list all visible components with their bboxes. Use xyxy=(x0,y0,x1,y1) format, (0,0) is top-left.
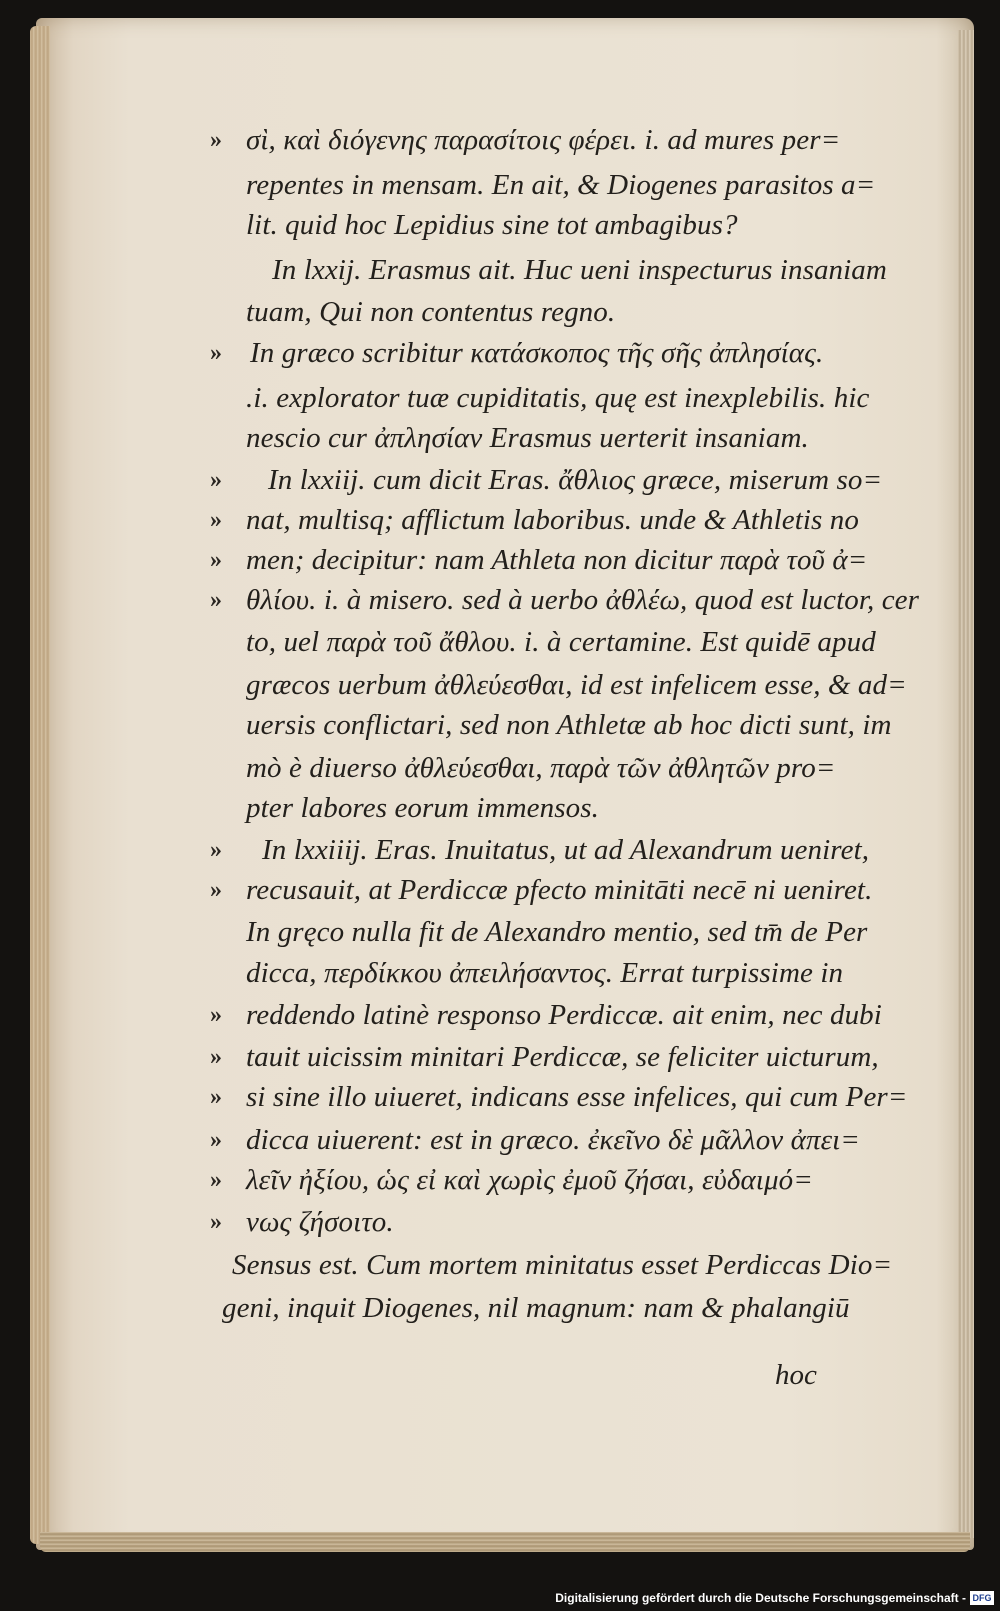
text-line: geni, inquit Diogenes, nil magnum: nam & phalangiū xyxy=(222,1292,850,1324)
margin-quote-mark: » xyxy=(210,877,222,903)
margin-quote-mark: » xyxy=(210,837,222,863)
margin-quote-mark: » xyxy=(210,1209,222,1235)
text-line: In lxxiiij. Eras. Inuitatus, ut ad Alexandrum ueniret, xyxy=(262,834,870,866)
text-line: λεῖν ἠξίου, ὡς εἰ καὶ χωρὶς ἐμοῦ ζήσαι, εὐδαιμό= xyxy=(246,1164,813,1196)
margin-quote-mark: » xyxy=(210,547,222,573)
text-line: Sensus est. Cum mortem minitatus esset Perdiccas Dio= xyxy=(232,1249,893,1281)
margin-quote-mark: » xyxy=(210,467,222,493)
text-line: dicca, περδίκκου ἀπειλήσαντος. Errat turpissime in xyxy=(246,957,844,989)
dfg-logo: DFG xyxy=(970,1591,994,1605)
text-line: In græco scribitur κατάσκοπος τῆς σῆς ἀπλησίας. xyxy=(250,337,824,369)
text-line: to, uel παρὰ τοῦ ἄθλου. i. à certamine. Est quidē apud xyxy=(246,626,876,658)
text-line: σὶ, καὶ διόγενης παρασίτοις φέρει. i. ad mures per= xyxy=(246,124,841,156)
margin-quote-mark: » xyxy=(210,1127,222,1153)
footer-text: Digitalisierung gefördert durch die Deutsche Forschungsgemeinschaft - xyxy=(555,1591,966,1605)
text-line: tuam, Qui non contentus regno. xyxy=(246,296,616,328)
footer-credit xyxy=(555,1591,994,1605)
text-line: In lxxiij. cum dicit Eras. ἄθλιος græce, miserum so= xyxy=(268,464,883,496)
text-line: pter labores eorum immensos. xyxy=(246,792,599,824)
text-line: men; decipitur: nam Athleta non dicitur παρὰ τοῦ ἀ= xyxy=(246,544,868,576)
margin-quote-mark: » xyxy=(210,1084,222,1110)
margin-quote-mark: » xyxy=(210,1044,222,1070)
margin-quote-mark: » xyxy=(210,1002,222,1028)
text-line: repentes in mensam. En ait, & Diogenes parasitos a= xyxy=(246,169,876,201)
text-line: In lxxij. Erasmus ait. Huc ueni inspecturus insaniam xyxy=(272,254,887,286)
text-line: mò è diuerso ἀθλεύεσθαι, παρὰ τῶν ἀθλητῶν pro= xyxy=(246,752,836,784)
text-line: recusauit, at Perdiccæ pfecto minitāti necē ni ueniret. xyxy=(246,874,873,906)
text-line: .i. explorator tuæ cupiditatis, quę est inexplebilis. hic xyxy=(246,382,870,414)
margin-quote-mark: » xyxy=(210,507,222,533)
text-line: dicca uiuerent: est in græco. ἐκεῖνο δὲ μᾶλλον ἀπει= xyxy=(246,1124,860,1156)
margin-quote-mark: » xyxy=(210,1167,222,1193)
margin-quote-mark: » xyxy=(210,587,222,613)
text-line: uersis conflictari, sed non Athletæ ab hoc dicti sunt, im xyxy=(246,709,892,741)
text-line: In gręco nulla fit de Alexandro mentio, sed tm̄ de Per xyxy=(246,916,868,948)
text-line: tauit uicissim minitari Perdiccæ, se feliciter uicturum, xyxy=(246,1041,879,1073)
text-line: si sine illo uiueret, indicans esse infelices, qui cum Per= xyxy=(246,1081,908,1113)
text-line: nat, multisq; afflictum laboribus. unde & Athletis no xyxy=(246,504,859,536)
text-line: reddendo latinè responso Perdiccæ. ait enim, nec dubi xyxy=(246,999,882,1031)
catchword: hoc xyxy=(775,1359,817,1391)
margin-quote-mark: » xyxy=(210,340,222,366)
text-line: νως ζήσοιτο. xyxy=(246,1206,394,1238)
text-line: nescio cur ἀπλησίαν Erasmus uerterit insaniam. xyxy=(246,422,809,454)
margin-quote-mark: » xyxy=(210,127,222,153)
text-line: græcos uerbum ἀθλεύεσθαι, id est infelicem esse, & ad= xyxy=(246,669,907,701)
text-line: θλίου. i. à misero. sed à uerbo ἀθλέω, quod est luctor, cer xyxy=(246,584,920,616)
text-line: lit. quid hoc Lepidius sine tot ambagibus? xyxy=(246,209,738,241)
